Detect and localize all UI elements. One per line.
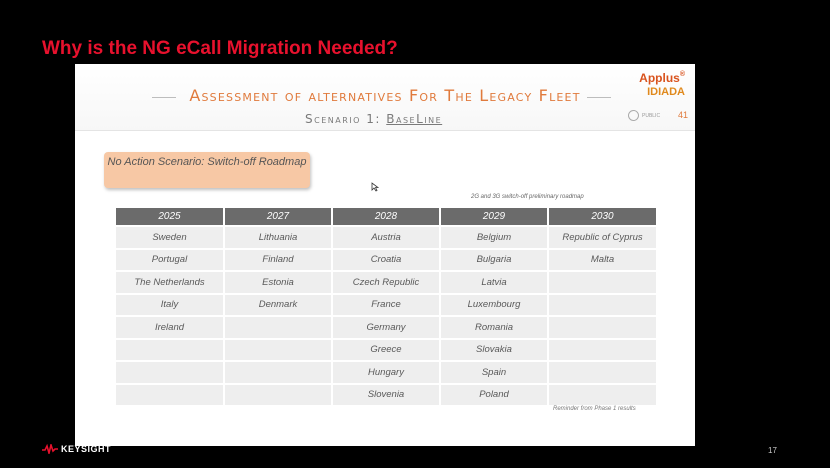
country-cell: Belgium [440, 226, 548, 249]
country-cell: Republic of Cyprus [548, 226, 656, 249]
switch-off-table [116, 208, 656, 405]
country-cell: Greece [332, 339, 440, 362]
keysight-wave-icon [42, 444, 58, 454]
year-header: 2030 [548, 208, 656, 226]
table-row [116, 316, 656, 339]
country-cell: Ireland [116, 316, 224, 339]
country-cell [224, 361, 332, 384]
year-header: 2029 [440, 208, 548, 226]
country-cell [224, 316, 332, 339]
country-cell: Austria [332, 226, 440, 249]
slide-title: Assessment of alternatives For The Legacy Fleet [189, 86, 581, 105]
applus-idiada-logo [627, 71, 685, 98]
country-cell: Luxembourg [440, 294, 548, 317]
no-action-callout: No Action Scenario: Switch-off Roadmap [104, 152, 310, 188]
title-rule-right [587, 97, 611, 98]
country-cell [548, 361, 656, 384]
scenario-prefix: Scenario 1: [305, 112, 387, 126]
table-row [116, 384, 656, 406]
country-cell [548, 271, 656, 294]
country-cell: Bulgaria [440, 249, 548, 272]
table-row [116, 339, 656, 362]
table-row [116, 226, 656, 249]
logo-line-1 [627, 71, 685, 85]
country-cell: Estonia [224, 271, 332, 294]
country-cell [548, 384, 656, 406]
country-cell: Lithuania [224, 226, 332, 249]
country-cell [116, 361, 224, 384]
roadmap-note: 2G and 3G switch-off preliminary roadmap [471, 194, 584, 200]
slide-page-number: 41 [678, 110, 689, 120]
country-cell: Romania [440, 316, 548, 339]
public-marker [628, 110, 660, 121]
country-cell: Sweden [116, 226, 224, 249]
country-cell: Germany [332, 316, 440, 339]
keysight-logo [42, 444, 111, 454]
country-cell: Slovenia [332, 384, 440, 406]
country-cell: Italy [116, 294, 224, 317]
table-row [116, 271, 656, 294]
country-cell [224, 339, 332, 362]
year-header: 2027 [224, 208, 332, 226]
country-cell: Malta [548, 249, 656, 272]
keysight-wordmark: KEYSIGHT [61, 444, 112, 454]
country-cell [116, 339, 224, 362]
mouse-cursor-icon [371, 182, 379, 192]
logo-reg-mark: ® [679, 71, 685, 78]
reminder-note: Reminder from Phase 1 results [553, 406, 636, 412]
public-label: PUBLIC [642, 112, 661, 119]
year-header: 2028 [332, 208, 440, 226]
country-cell: Croatia [332, 249, 440, 272]
country-cell: Poland [440, 384, 548, 406]
country-cell: Hungary [332, 361, 440, 384]
table-body [116, 226, 656, 405]
table-row [116, 361, 656, 384]
country-cell: Spain [440, 361, 548, 384]
logo-line-2: IDIADA [647, 86, 685, 98]
country-cell: Finland [224, 249, 332, 272]
country-cell [548, 339, 656, 362]
table-row [116, 294, 656, 317]
country-cell [548, 316, 656, 339]
slide-header [75, 64, 695, 131]
deck-title: Why is the NG eCall Migration Needed? [42, 38, 398, 59]
slide-content [75, 64, 695, 446]
country-cell: France [332, 294, 440, 317]
table-header-row [116, 208, 656, 226]
logo-text-applus: Applus [639, 71, 680, 85]
country-cell [224, 384, 332, 406]
country-cell [116, 384, 224, 406]
country-cell [548, 294, 656, 317]
scenario-subtitle [305, 112, 442, 126]
deck-page-number: 17 [768, 446, 777, 455]
country-cell: Czech Republic [332, 271, 440, 294]
country-cell: The Netherlands [116, 271, 224, 294]
public-icon [628, 110, 639, 121]
table-row [116, 249, 656, 272]
year-header: 2025 [116, 208, 224, 226]
country-cell: Denmark [224, 294, 332, 317]
country-cell: Portugal [116, 249, 224, 272]
country-cell: Slovakia [440, 339, 548, 362]
country-cell: Latvia [440, 271, 548, 294]
scenario-name: BaseLine [386, 112, 443, 126]
